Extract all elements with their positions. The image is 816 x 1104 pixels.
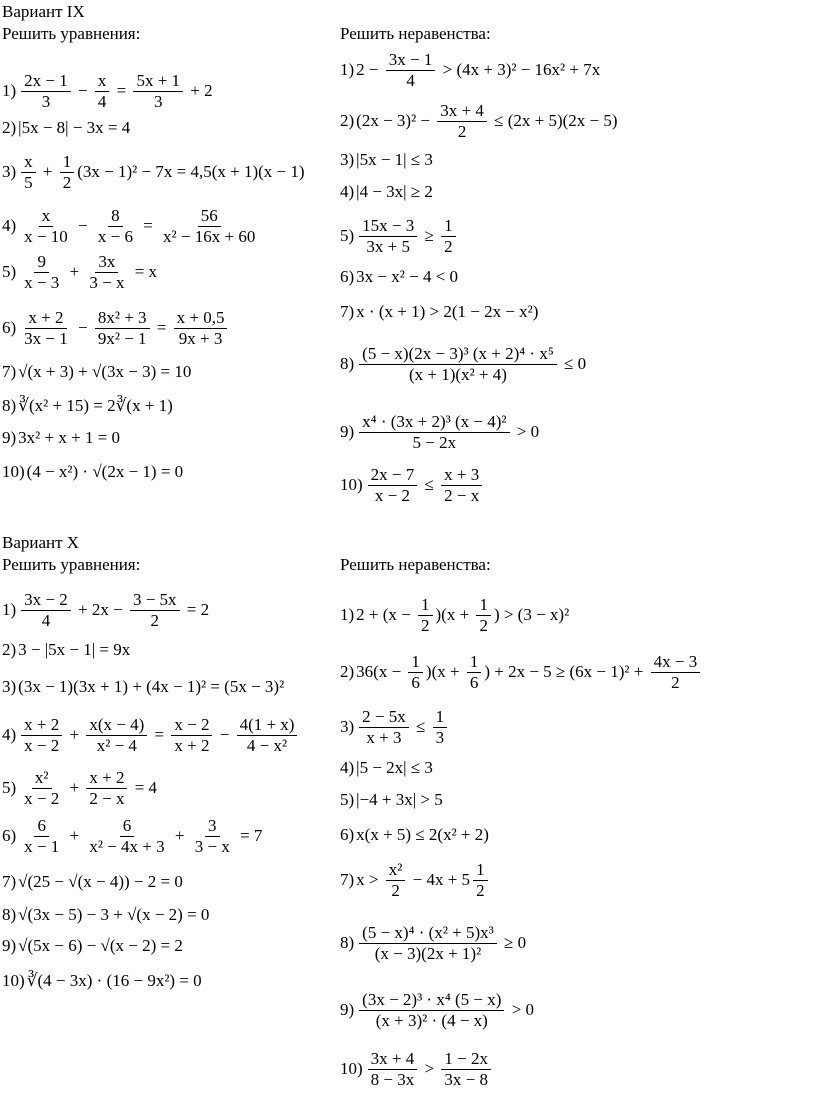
- inequality-v9-5: [340, 217, 459, 255]
- fraction-denominator: 2 − x: [444, 485, 480, 505]
- fraction-denominator: 2: [444, 236, 453, 256]
- problem-number: 7): [2, 872, 17, 891]
- inequality-v9-9: [340, 413, 539, 451]
- math-text: = x: [130, 262, 158, 281]
- inequality-v9-1: [340, 51, 600, 89]
- math-text: |5 − 2x| ≤ 3: [356, 758, 433, 777]
- fraction: [359, 345, 557, 384]
- problem-number: 3): [340, 150, 355, 169]
- fraction: [130, 591, 180, 630]
- fraction-numerator: 5x + 1: [133, 72, 183, 92]
- fraction: [359, 217, 417, 256]
- fraction-numerator: x + 3: [441, 466, 482, 486]
- fraction-numerator: x⁴ · (3x + 2)³ (x − 4)²: [359, 413, 509, 433]
- equation-v10-2: [2, 631, 130, 669]
- math-text: >: [420, 1059, 439, 1078]
- math-text: 36(x −: [356, 662, 406, 681]
- fraction: [418, 596, 433, 635]
- equation-v10-1: [2, 591, 209, 629]
- problem-number: 9): [2, 428, 17, 447]
- fraction: [408, 653, 423, 692]
- fraction-denominator: 9x² − 1: [97, 328, 147, 348]
- fraction-denominator: 4 − x²: [246, 735, 288, 755]
- equation-v10-9: [2, 927, 183, 965]
- fraction-denominator: 3: [154, 91, 163, 111]
- fraction-denominator: 8 − 3x: [370, 1069, 415, 1089]
- problem-number: 6): [2, 826, 17, 845]
- fraction: [60, 153, 75, 192]
- problem-number: 5): [340, 226, 355, 245]
- fraction-denominator: 3x + 5: [366, 236, 411, 256]
- inequality-v10-7: [340, 861, 491, 899]
- equation-v10-10: [2, 962, 202, 1000]
- problem-number: 4): [340, 758, 355, 777]
- fraction: [21, 153, 36, 192]
- fraction-numerator: 3: [205, 817, 220, 837]
- math-text: )(x +: [425, 662, 464, 681]
- problem-number: 1): [340, 605, 355, 624]
- fraction-denominator: (x + 3)² · (4 − x): [375, 1010, 488, 1030]
- equation-v10-3: [2, 668, 284, 706]
- problem-number: 6): [2, 318, 17, 337]
- fraction-denominator: 2: [62, 172, 72, 192]
- fraction-denominator: x − 2: [374, 485, 411, 505]
- fraction: [368, 466, 418, 505]
- fraction-numerator: (3x − 2)³ · x⁴ (5 − x): [359, 991, 504, 1011]
- fraction-denominator: 3x − 8: [444, 1069, 488, 1089]
- inequality-v10-5: [340, 781, 443, 819]
- fraction: [21, 716, 62, 755]
- fraction: [95, 309, 150, 348]
- fraction: [441, 466, 482, 505]
- math-text: (3x − 1)² − 7x = 4,5(x + 1)(x − 1): [77, 162, 305, 181]
- inequality-v10-6: [340, 816, 489, 854]
- fraction: [86, 817, 167, 856]
- fraction-numerator: 8x² + 3: [95, 309, 150, 329]
- math-text: x >: [356, 870, 383, 889]
- math-text: (3x − 1)(3x + 1) + (4x − 1)² = (5x − 3)²: [18, 677, 285, 696]
- math-text: +: [170, 826, 189, 845]
- problem-number: 6): [340, 825, 355, 844]
- fraction-denominator: x² − 16x + 60: [163, 226, 256, 246]
- fraction: [21, 207, 71, 246]
- fraction-denominator: 9x + 3: [178, 328, 223, 348]
- fraction-numerator: x: [21, 153, 36, 173]
- problem-number: 9): [2, 936, 17, 955]
- fraction: [95, 72, 110, 111]
- problem-number: 10): [2, 971, 25, 990]
- fraction: [95, 207, 136, 246]
- fraction-denominator: 4: [41, 610, 51, 630]
- fraction: [368, 1050, 418, 1089]
- variant-ix-inequalities-heading: Решить неравенства:: [340, 24, 491, 43]
- math-text: ≤ 0: [559, 354, 587, 373]
- fraction: [359, 991, 504, 1030]
- fraction-numerator: 2x − 7: [368, 466, 418, 486]
- fraction: [386, 861, 406, 900]
- math-text: +: [65, 262, 84, 281]
- math-text: −: [73, 81, 92, 100]
- fraction-numerator: (5 − x)(2x − 3)³ (x + 2)⁴ · x⁵: [359, 345, 557, 365]
- equation-v9-1: [2, 72, 213, 110]
- problem-number: 4): [2, 725, 17, 744]
- fraction: [21, 769, 62, 808]
- math-text: √(x + 3) + √(3x − 3) = 10: [18, 362, 192, 381]
- math-text: ≥ 0: [499, 933, 527, 952]
- math-text: = 4: [130, 778, 158, 797]
- fraction-numerator: 56: [198, 207, 221, 227]
- math-text: = 2: [182, 600, 210, 619]
- fraction-denominator: 5 − 2x: [412, 432, 457, 452]
- math-text: > (4x + 3)² − 16x² + 7x: [438, 60, 601, 79]
- math-text: |−4 + 3x| > 5: [356, 790, 443, 809]
- fraction: [441, 1050, 491, 1089]
- variant-x-title: Вариант X: [2, 533, 80, 552]
- problem-number: 8): [340, 933, 355, 952]
- math-text: ∛(x² + 15) = 2∛(x + 1): [18, 396, 173, 415]
- equation-v10-5: [2, 769, 157, 807]
- problem-number: 10): [340, 1059, 363, 1078]
- equation-v10-4: [2, 716, 300, 754]
- fraction-denominator: 4: [97, 91, 107, 111]
- inequality-v9-8: [340, 345, 586, 383]
- fraction-numerator: x + 2: [21, 716, 62, 736]
- fraction-denominator: 2: [479, 615, 488, 635]
- inequality-v10-9: [340, 991, 534, 1029]
- fraction: [437, 102, 487, 141]
- problem-number: 10): [2, 462, 25, 481]
- fraction-numerator: x²: [32, 769, 52, 789]
- fraction: [21, 309, 71, 348]
- fraction: [359, 708, 409, 747]
- fraction: [21, 591, 71, 630]
- fraction-denominator: x + 2: [174, 735, 210, 755]
- math-text: ) > (3 − x)²: [493, 605, 570, 624]
- problem-number: 3): [2, 677, 17, 696]
- math-text: √(5x − 6) − √(x − 2) = 2: [18, 936, 183, 955]
- math-text: − 4x + 5: [408, 870, 471, 889]
- math-text: −: [215, 725, 234, 744]
- fraction-denominator: x − 2: [24, 735, 60, 755]
- fraction: [160, 207, 258, 246]
- problem-number: 4): [340, 182, 355, 201]
- fraction-numerator: x(x − 4): [86, 716, 147, 736]
- math-text: +: [65, 778, 84, 797]
- variant-ix-equations-heading: Решить уравнения:: [2, 24, 141, 43]
- fraction-denominator: 3: [435, 727, 445, 747]
- fraction-denominator: (x − 3)(2x + 1)²: [374, 943, 482, 963]
- fraction-denominator: x − 1: [24, 836, 60, 856]
- fraction: [359, 413, 509, 452]
- fraction-denominator: 2: [671, 672, 680, 692]
- problem-number: 1): [2, 81, 17, 100]
- fraction: [237, 716, 298, 755]
- inequality-v9-4: [340, 173, 433, 211]
- inequality-v9-7: [340, 293, 538, 331]
- inequality-v10-10: [340, 1050, 494, 1088]
- equation-v9-6: [2, 309, 230, 347]
- fraction: [174, 309, 228, 348]
- fraction-denominator: 2: [457, 121, 467, 141]
- math-text: +: [38, 162, 57, 181]
- fraction-numerator: 9: [34, 253, 49, 273]
- equation-v9-5: [2, 253, 157, 291]
- fraction: [651, 653, 701, 692]
- fraction-numerator: x + 2: [86, 769, 127, 789]
- fraction-numerator: x + 2: [25, 309, 66, 329]
- problem-number: 4): [2, 216, 17, 235]
- fraction-denominator: x − 6: [97, 226, 133, 246]
- problem-number: 7): [340, 302, 355, 321]
- fraction-numerator: 1: [441, 217, 456, 237]
- math-text: ∛(4 − 3x) · (16 − 9x²) = 0: [26, 971, 202, 990]
- math-text: =: [138, 216, 158, 235]
- fraction: [86, 253, 127, 292]
- fraction-numerator: 2 − 5x: [359, 708, 409, 728]
- problem-number: 9): [340, 422, 355, 441]
- problem-number: 8): [340, 354, 355, 373]
- math-text: )(x +: [435, 605, 474, 624]
- math-text: x(x + 5) ≤ 2(x² + 2): [356, 825, 489, 844]
- inequality-v10-1: [340, 596, 569, 634]
- math-text: x · (x + 1) > 2(1 − 2x − x²): [356, 302, 539, 321]
- problem-number: 8): [2, 905, 17, 924]
- math-text: =: [112, 81, 131, 100]
- math-text: ≥: [420, 226, 439, 245]
- problem-number: 7): [2, 362, 17, 381]
- math-text: √(3x − 5) − 3 + √(x − 2) = 0: [18, 905, 210, 924]
- fraction: [21, 817, 62, 856]
- equation-v9-9: [2, 419, 120, 457]
- fraction-numerator: 1: [476, 596, 491, 616]
- fraction-numerator: 3x − 1: [386, 51, 436, 71]
- fraction: [21, 72, 71, 111]
- math-text: 2 −: [356, 60, 383, 79]
- fraction-denominator: 2: [150, 610, 159, 630]
- fraction: [386, 51, 436, 90]
- fraction-numerator: x²: [386, 861, 406, 881]
- fraction: [86, 716, 147, 755]
- fraction-denominator: 5: [24, 172, 33, 192]
- math-text: ≤: [411, 717, 430, 736]
- problem-number: 5): [340, 790, 355, 809]
- fraction-denominator: 2: [421, 615, 430, 635]
- fraction-numerator: 1: [467, 653, 482, 673]
- fraction-numerator: 1: [418, 596, 433, 616]
- variant-ix-title: Вариант IX: [2, 2, 85, 21]
- problem-number: 2): [340, 111, 355, 130]
- equation-v9-7: [2, 353, 191, 391]
- fraction-denominator: 2: [476, 880, 485, 900]
- math-text: =: [152, 318, 171, 337]
- fraction-numerator: 15x − 3: [359, 217, 417, 237]
- math-text: (4 − x²) · √(2x − 1) = 0: [26, 462, 184, 481]
- fraction-numerator: 1: [408, 653, 423, 673]
- fraction-denominator: x − 3: [24, 272, 60, 292]
- fraction-denominator: (x + 1)(x² + 4): [409, 364, 507, 384]
- fraction: [441, 217, 456, 256]
- math-text: +: [65, 725, 84, 744]
- problem-number: 8): [2, 396, 17, 415]
- fraction-denominator: x + 3: [366, 727, 402, 747]
- problem-number: 2): [2, 640, 17, 659]
- fraction-denominator: 3: [41, 91, 51, 111]
- equation-v10-6: [2, 817, 262, 855]
- fraction: [476, 596, 491, 635]
- fraction-denominator: x − 2: [24, 788, 60, 808]
- fraction-numerator: 1: [433, 708, 448, 728]
- fraction-denominator: x² − 4x + 3: [89, 836, 165, 856]
- fraction-numerator: 6: [120, 817, 135, 837]
- fraction-numerator: 4x − 3: [651, 653, 701, 673]
- math-text: ≤ (2x + 5)(2x − 5): [489, 111, 618, 130]
- inequality-v9-2: [340, 102, 618, 140]
- fraction-denominator: 3x − 1: [24, 328, 68, 348]
- math-text: 3x − x² − 4 < 0: [356, 267, 459, 286]
- fraction-numerator: 1: [473, 861, 488, 881]
- problem-number: 3): [2, 162, 17, 181]
- variant-x-equations-heading: Решить уравнения:: [2, 555, 141, 574]
- fraction-numerator: 3x: [95, 253, 118, 273]
- fraction-denominator: x² − 4: [96, 735, 137, 755]
- fraction-numerator: x: [95, 72, 110, 92]
- fraction: [433, 708, 448, 747]
- inequality-v10-2: [340, 653, 703, 691]
- fraction-denominator: 2: [391, 880, 400, 900]
- math-text: |4 − 3x| ≥ 2: [356, 182, 433, 201]
- equation-v9-10: [2, 453, 183, 491]
- problem-number: 2): [2, 118, 17, 137]
- inequality-v10-3: [340, 708, 450, 746]
- problem-number: 5): [2, 262, 17, 281]
- fraction: [192, 817, 233, 856]
- fraction-denominator: 6: [411, 672, 420, 692]
- fraction-numerator: (5 − x)⁴ · (x² + 5)x³: [359, 924, 497, 944]
- fraction-numerator: 1: [60, 153, 75, 173]
- fraction-denominator: 6: [469, 672, 479, 692]
- problem-number: 1): [340, 60, 355, 79]
- problem-number: 7): [340, 870, 355, 889]
- fraction-numerator: 6: [34, 817, 49, 837]
- math-text: |5x − 8| − 3x = 4: [18, 118, 131, 137]
- fraction-denominator: 4: [406, 70, 415, 90]
- fraction-denominator: x − 10: [24, 226, 68, 246]
- problem-number: 9): [340, 1000, 355, 1019]
- fraction: [359, 924, 497, 963]
- fraction-denominator: 3 − x: [89, 272, 125, 292]
- fraction-denominator: 3 − x: [194, 836, 230, 856]
- fraction-numerator: 1 − 2x: [441, 1050, 491, 1070]
- math-text: −: [73, 318, 92, 337]
- equation-v9-3: [2, 153, 305, 191]
- fraction-denominator: 2 − x: [89, 788, 125, 808]
- fraction: [473, 861, 488, 900]
- math-text: ) + 2x − 5 ≥ (6x − 1)² +: [484, 662, 648, 681]
- inequality-v9-10: [340, 466, 485, 504]
- math-text: > 0: [507, 1000, 535, 1019]
- fraction-numerator: 3x + 4: [437, 102, 487, 122]
- math-text: ≤: [420, 475, 439, 494]
- fraction: [171, 716, 212, 755]
- fraction-numerator: x + 0,5: [174, 309, 228, 329]
- math-text: +: [65, 826, 84, 845]
- variant-x-inequalities-heading: Решить неравенства:: [340, 555, 491, 574]
- math-text: 2 + (x −: [356, 605, 416, 624]
- math-text: √(25 − √(x − 4)) − 2 = 0: [18, 872, 183, 891]
- problem-number: 5): [2, 778, 17, 797]
- fraction-numerator: 3x + 4: [368, 1050, 418, 1070]
- math-text: (2x − 3)² −: [356, 111, 435, 130]
- fraction: [133, 72, 183, 111]
- math-text: + 2x −: [73, 600, 127, 619]
- problem-number: 3): [340, 717, 355, 736]
- inequality-v10-8: [340, 924, 526, 962]
- math-text: −: [73, 216, 92, 235]
- math-text: =: [150, 725, 169, 744]
- math-text: 3x² + x + 1 = 0: [18, 428, 121, 447]
- fraction-numerator: x − 2: [171, 716, 212, 736]
- math-text: |5x − 1| ≤ 3: [356, 150, 433, 169]
- inequality-v9-6: [340, 258, 458, 296]
- fraction-numerator: x: [39, 207, 54, 227]
- fraction: [467, 653, 482, 692]
- fraction-numerator: 4(1 + x): [237, 716, 298, 736]
- fraction: [86, 769, 127, 808]
- fraction-numerator: 8: [108, 207, 123, 227]
- problem-number: 2): [340, 662, 355, 681]
- fraction-numerator: 3 − 5x: [130, 591, 180, 611]
- fraction: [21, 253, 62, 292]
- math-text: > 0: [512, 422, 540, 441]
- fraction-numerator: 2x − 1: [21, 72, 71, 92]
- problem-number: 6): [340, 267, 355, 286]
- math-text: + 2: [186, 81, 213, 100]
- fraction-numerator: 3x − 2: [21, 591, 71, 611]
- equation-v9-2: [2, 109, 130, 147]
- math-text: = 7: [235, 826, 263, 845]
- problem-number: 10): [340, 475, 363, 494]
- equation-v9-4: [2, 207, 261, 245]
- problem-number: 1): [2, 600, 17, 619]
- math-text: 3 − |5x − 1| = 9x: [18, 640, 131, 659]
